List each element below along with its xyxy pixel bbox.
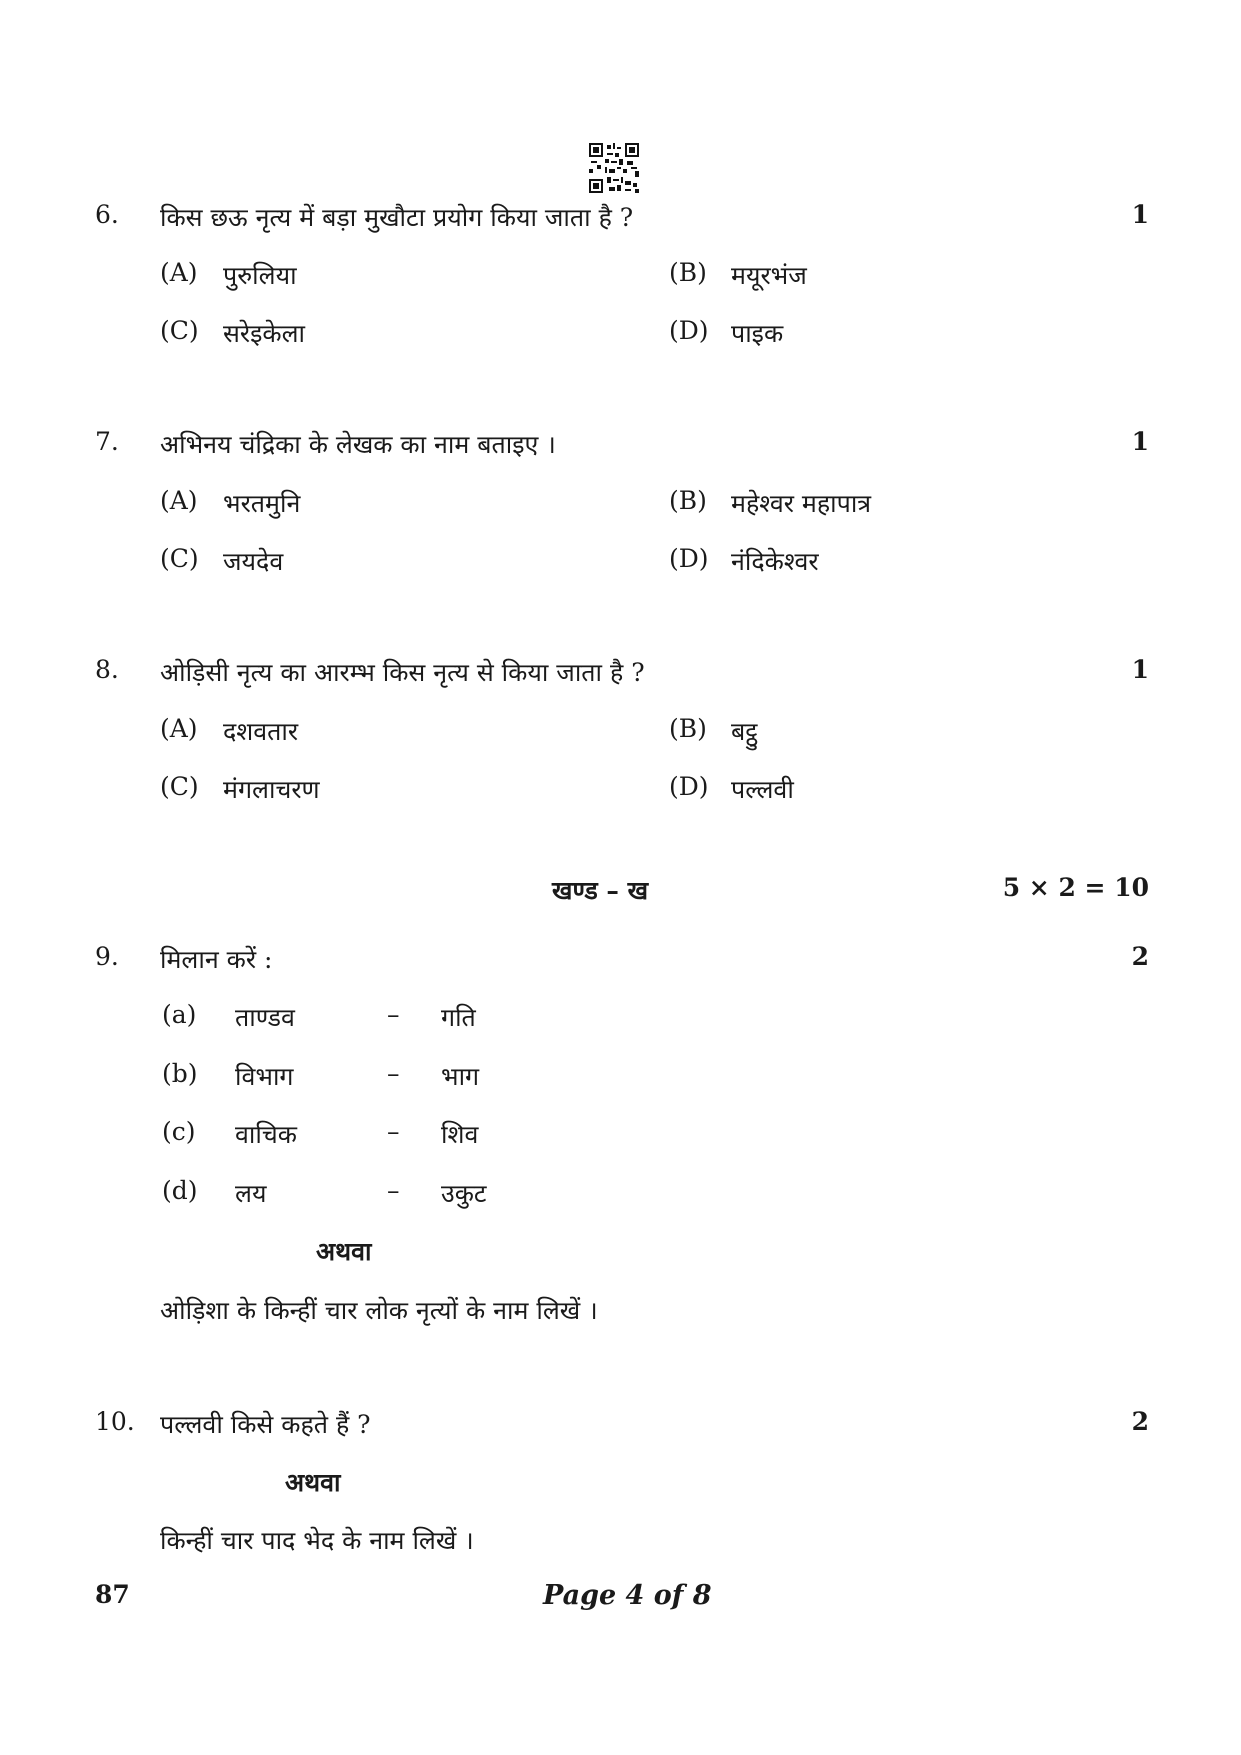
match-dash: – [387, 1059, 400, 1088]
alternative-question-text: ओड़िशा के किन्हीं चार लोक नृत्यों के नाम लिखें । [160, 1296, 598, 1325]
match-left: वाचिक [235, 1120, 297, 1149]
option-text: मंगलाचरण [223, 775, 320, 804]
option-label: (C) [160, 772, 199, 801]
option-text: मयूरभंज [731, 261, 807, 290]
question-text: ओड़िसी नृत्य का आरम्भ किस नृत्य से किया जाता है ? [160, 658, 645, 687]
option-text: दशवतार [223, 717, 299, 746]
option-text: नंदिकेश्वर [731, 547, 819, 576]
match-dash: – [387, 1176, 400, 1205]
paper-code: 87 [95, 1580, 130, 1609]
match-dash: – [387, 1117, 400, 1146]
option-text: बट्ठु [731, 717, 758, 746]
section-marks: 5 × 2 = 10 [1002, 873, 1149, 902]
match-left: ताण्डव [235, 1003, 295, 1032]
question-number: 6. [95, 200, 119, 229]
section-title: खण्ड – ख [552, 876, 649, 905]
question-text: पल्लवी किसे कहते हैं ? [160, 1410, 371, 1439]
question-marks: 1 [1131, 655, 1149, 684]
question-number: 10. [95, 1407, 135, 1436]
option-label: (D) [669, 316, 709, 345]
match-label: (d) [162, 1176, 198, 1205]
or-label: अथवा [285, 1468, 341, 1497]
match-right: गति [441, 1003, 476, 1032]
match-right: भाग [441, 1062, 480, 1091]
match-right: उकुट [441, 1179, 487, 1208]
question-text: अभिनय चंद्रिका के लेखक का नाम बताइए । [160, 430, 556, 459]
option-label: (A) [160, 714, 198, 743]
option-text: जयदेव [223, 547, 284, 576]
option-text: भरतमुनि [223, 489, 301, 518]
option-text: सरेइकेला [223, 319, 306, 348]
option-label: (A) [160, 258, 198, 287]
alternative-question-text: किन्हीं चार पाद भेद के नाम लिखें । [160, 1526, 474, 1555]
option-label: (A) [160, 486, 198, 515]
match-right: शिव [441, 1120, 479, 1149]
option-label: (C) [160, 316, 199, 345]
match-dash: – [387, 1000, 400, 1029]
option-label: (D) [669, 772, 709, 801]
match-label: (a) [162, 1000, 197, 1029]
match-label: (c) [162, 1117, 196, 1146]
question-marks: 2 [1131, 942, 1149, 971]
option-text: महेश्वर महापात्र [731, 489, 872, 518]
question-number: 7. [95, 427, 119, 456]
option-text: पल्लवी [731, 775, 794, 804]
or-label: अथवा [316, 1237, 372, 1266]
option-text: पुरुलिया [223, 261, 297, 290]
page-number: Page 4 of 8 [543, 1580, 712, 1611]
match-left: विभाग [235, 1062, 294, 1091]
question-text: मिलान करें : [160, 945, 273, 974]
option-label: (B) [669, 486, 707, 515]
qr-code-icon [589, 143, 639, 193]
option-label: (D) [669, 544, 709, 573]
option-label: (C) [160, 544, 199, 573]
match-label: (b) [162, 1059, 198, 1088]
option-label: (B) [669, 714, 707, 743]
question-marks: 2 [1131, 1407, 1149, 1436]
match-left: लय [235, 1179, 267, 1208]
question-marks: 1 [1131, 427, 1149, 456]
question-number: 9. [95, 942, 119, 971]
question-number: 8. [95, 655, 119, 684]
option-label: (B) [669, 258, 707, 287]
option-text: पाइक [731, 319, 784, 348]
question-text: किस छऊ नृत्य में बड़ा मुखौटा प्रयोग किया जाता है ? [160, 203, 634, 232]
question-marks: 1 [1131, 200, 1149, 229]
